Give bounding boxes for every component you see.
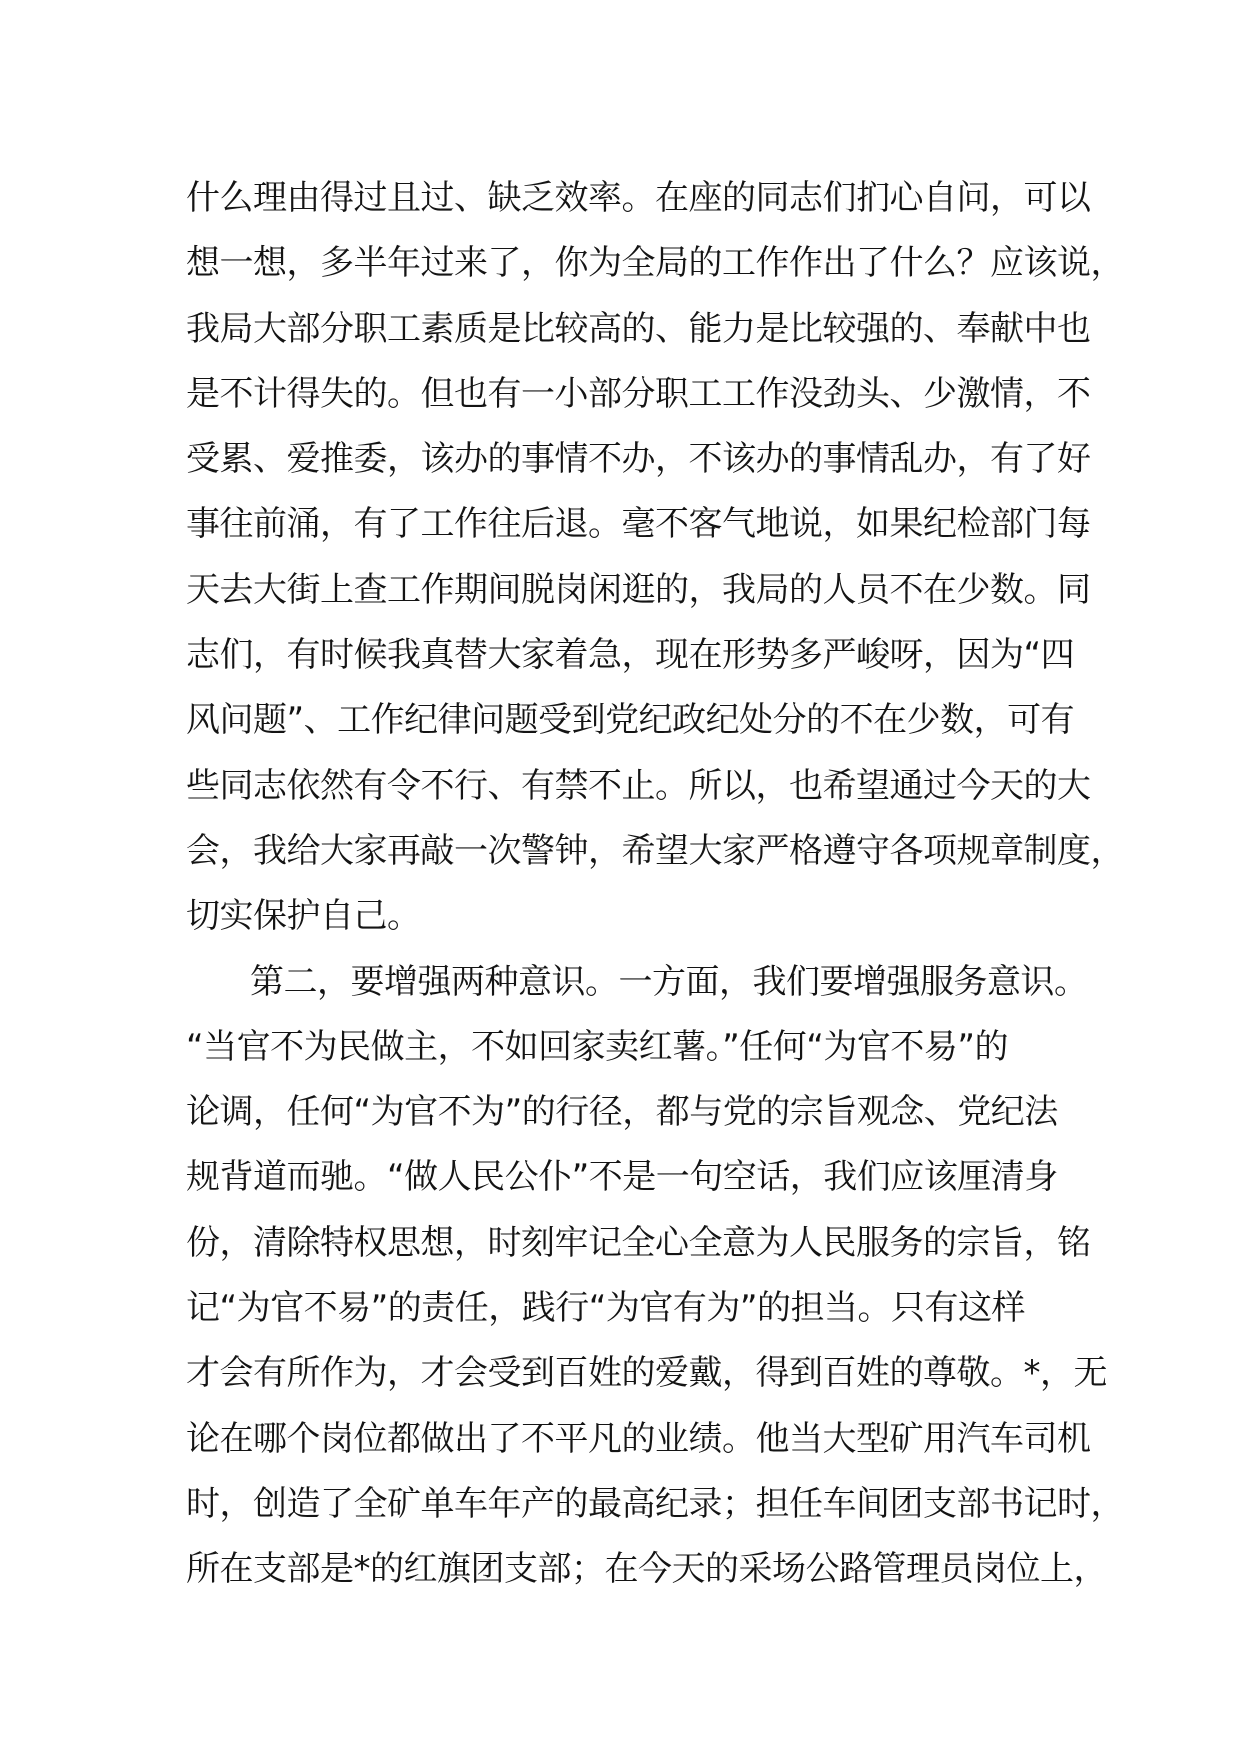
- text-line: 会，我给大家再敲一次警钟，希望大家严格遵守各项规章制度，: [186, 830, 1124, 871]
- text-line: 论调，任何“为官不为”的行径，都与党的宗旨观念、党纪法: [186, 1092, 1058, 1133]
- text-line: 天去大街上查工作期间脱岗闲逛的，我局的人员不在少数。同: [186, 569, 1091, 610]
- text-line: “当官不为民做主，不如回家卖红薯。”任何“为官不易”的: [186, 1026, 1008, 1067]
- text-line: 所在支部是*的红旗团支部；在今天的采场公路管理员岗位上，: [186, 1549, 1107, 1590]
- text-line: 什么理由得过且过、缺乏效率。在座的同志们扪心自问，可以: [186, 178, 1091, 218]
- text-line: 时，创造了全矿单车年产的最高纪录；担任车间团支部书记时，: [186, 1483, 1124, 1524]
- paragraph-first-line: 第二，要增强两种意识。一方面，我们要增强服务意识。: [250, 961, 1088, 1002]
- text-line: 事往前涌，有了工作往后退。毫不客气地说，如果纪检部门每: [186, 504, 1091, 545]
- text-line: 些同志依然有令不行、有禁不止。所以，也希望通过今天的大: [186, 765, 1091, 806]
- text-line: 想一想，多半年过来了，你为全局的工作作出了什么？应该说，: [186, 243, 1124, 284]
- text-line: 受累、爱推委，该办的事情不办，不该办的事情乱办，有了好: [186, 439, 1091, 480]
- text-line: 是不计得失的。但也有一小部分职工工作没劲头、少激情，不: [186, 373, 1091, 414]
- text-line: 份，清除特权思想，时刻牢记全心全意为人民服务的宗旨，铭: [186, 1222, 1091, 1263]
- text-line: 记“为官不易”的责任，践行“为官有为”的担当。只有这样: [186, 1288, 1025, 1329]
- text-line: 切实保护自己。: [186, 896, 421, 937]
- text-line: 风问题”、工作纪律问题受到党纪政纪处分的不在少数，可有: [186, 700, 1075, 741]
- text-line: 我局大部分职工素质是比较高的、能力是比较强的、奉献中也: [186, 308, 1091, 349]
- text-line: 规背道而驰。“做人民公仆”不是一句空话，我们应该厘清身: [186, 1157, 1058, 1198]
- text-line: 志们，有时候我真替大家着急，现在形势多严峻呀，因为“四: [186, 635, 1075, 676]
- text-line: 论在哪个岗位都做出了不平凡的业绩。他当大型矿用汽车司机: [186, 1418, 1091, 1459]
- body-text: [186, 166, 1124, 1603]
- text-line: 才会有所作为，才会受到百姓的爱戴，得到百姓的尊敬。*，无: [186, 1353, 1107, 1394]
